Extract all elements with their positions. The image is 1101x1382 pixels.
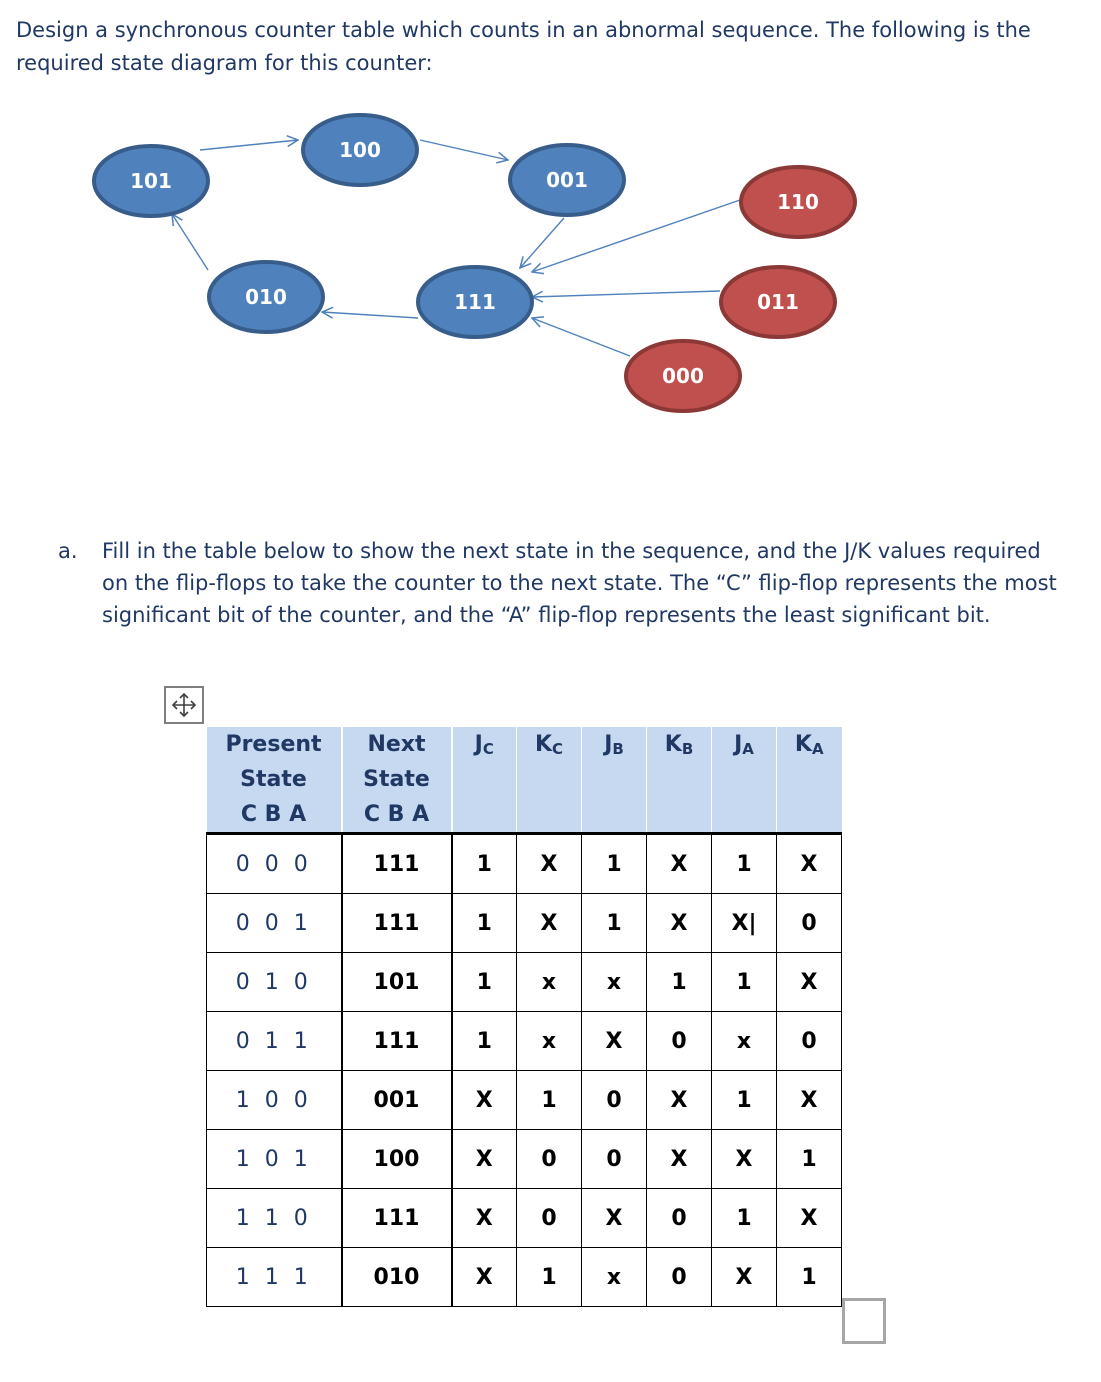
cell-ja[interactable]: X| — [712, 894, 777, 953]
intro-line-2: required state diagram for this counter: — [16, 51, 433, 75]
transition-arrow-000-to-111 — [532, 318, 630, 356]
cell-ka[interactable]: X — [777, 1189, 842, 1248]
cell-ns[interactable]: 101 — [342, 953, 452, 1012]
transition-arrow-100-to-001 — [420, 140, 508, 160]
cell-kb[interactable]: X — [647, 894, 712, 953]
cell-ka[interactable]: X — [777, 953, 842, 1012]
state-label: 000 — [662, 364, 704, 388]
cell-ja[interactable]: x — [712, 1012, 777, 1071]
cell-ns[interactable]: 001 — [342, 1071, 452, 1130]
cell-ns[interactable]: 111 — [342, 834, 452, 894]
cell-ps: 1 1 1 — [207, 1248, 342, 1307]
header-jb: JB — [582, 727, 647, 834]
question-letter: a. — [58, 539, 78, 563]
cell-ps: 1 1 0 — [207, 1189, 342, 1248]
state-label: 111 — [454, 290, 496, 314]
cell-ps: 0 1 1 — [207, 1012, 342, 1071]
table-row — [207, 1071, 842, 1130]
state-label: 100 — [339, 138, 381, 162]
question-text: Fill in the table below to show the next state in the sequence, and the J/K values required on the flip-flops to take the counter to the next state. The “C” flip-flop represents the most significant bit of the counter, and the “A” flip-flop represents the least significant bit. — [102, 539, 1057, 627]
cell-jb[interactable]: 0 — [582, 1071, 647, 1130]
cell-ns[interactable]: 111 — [342, 1189, 452, 1248]
next-state-header-3: C B A — [342, 797, 452, 834]
table-row — [207, 1189, 842, 1248]
cell-ka[interactable]: 0 — [777, 1012, 842, 1071]
state-node-000 — [626, 341, 740, 411]
state-node-101 — [94, 146, 208, 216]
cell-jc[interactable]: 1 — [452, 1012, 517, 1071]
cell-jc[interactable]: 1 — [452, 953, 517, 1012]
transition-arrow-111-to-010 — [322, 312, 418, 318]
present-state-header-3: C B A — [207, 797, 342, 834]
cell-ja[interactable]: X — [712, 1248, 777, 1307]
state-label: 001 — [546, 168, 588, 192]
cell-kb[interactable]: 0 — [647, 1012, 712, 1071]
cell-kc[interactable]: X — [517, 834, 582, 894]
checkbox-icon[interactable] — [842, 1298, 886, 1344]
cell-ps: 1 0 0 — [207, 1071, 342, 1130]
move-arrows-icon[interactable] — [164, 686, 204, 724]
state-node-010 — [209, 262, 323, 332]
cell-jb[interactable]: X — [582, 1189, 647, 1248]
state-label: 110 — [777, 190, 819, 214]
cell-jb[interactable]: 0 — [582, 1130, 647, 1189]
state-label: 011 — [757, 290, 799, 314]
cell-jb[interactable]: x — [582, 1248, 647, 1307]
state-node-011 — [721, 267, 835, 337]
present-state-header-2: State — [207, 762, 342, 797]
table-row — [207, 1130, 842, 1189]
cell-ja[interactable]: 1 — [712, 1071, 777, 1130]
next-state-header-1: Next — [342, 727, 452, 762]
cell-kb[interactable]: X — [647, 834, 712, 894]
cell-ns[interactable]: 100 — [342, 1130, 452, 1189]
state-label: 010 — [245, 285, 287, 309]
cell-jc[interactable]: 1 — [452, 894, 517, 953]
table-row — [207, 1248, 842, 1307]
cell-kb[interactable]: 1 — [647, 953, 712, 1012]
table-row — [207, 1012, 842, 1071]
present-state-header-1: Present — [207, 727, 342, 762]
header-ka: KA — [777, 727, 842, 834]
cell-ka[interactable]: 1 — [777, 1248, 842, 1307]
header-jc: JC — [452, 727, 517, 834]
cell-ka[interactable]: 1 — [777, 1130, 842, 1189]
cell-kc[interactable]: X — [517, 894, 582, 953]
cell-jc[interactable]: 1 — [452, 834, 517, 894]
cell-ps: 0 1 0 — [207, 953, 342, 1012]
transition-arrow-010-to-101 — [172, 214, 208, 270]
cell-ps: 1 0 1 — [207, 1130, 342, 1189]
cell-jb[interactable]: 1 — [582, 894, 647, 953]
table-row — [207, 894, 842, 953]
cell-kb[interactable]: 0 — [647, 1189, 712, 1248]
cell-ja[interactable]: X — [712, 1130, 777, 1189]
state-node-100 — [303, 115, 417, 185]
state-label: 101 — [130, 169, 172, 193]
cell-jc[interactable]: X — [452, 1130, 517, 1189]
cell-jc[interactable]: X — [452, 1248, 517, 1307]
state-node-111 — [418, 267, 532, 337]
transition-arrow-101-to-100 — [200, 140, 298, 150]
cell-ja[interactable]: 1 — [712, 834, 777, 894]
cell-jb[interactable]: X — [582, 1012, 647, 1071]
state-node-110 — [741, 167, 855, 237]
cell-ka[interactable]: X — [777, 1071, 842, 1130]
cell-kb[interactable]: 0 — [647, 1248, 712, 1307]
table-row — [207, 834, 842, 894]
state-node-001 — [510, 145, 624, 215]
transition-arrow-001-to-111 — [520, 218, 564, 268]
state-table — [206, 727, 842, 1307]
cell-ns[interactable]: 111 — [342, 894, 452, 953]
cell-ns[interactable]: 111 — [342, 1012, 452, 1071]
cell-kc[interactable]: x — [517, 953, 582, 1012]
state-diagram — [0, 0, 1101, 470]
cell-kb[interactable]: X — [647, 1071, 712, 1130]
cell-kc[interactable]: 1 — [517, 1071, 582, 1130]
cell-jb[interactable]: 1 — [582, 834, 647, 894]
cell-jc[interactable]: X — [452, 1071, 517, 1130]
cell-ka[interactable]: 0 — [777, 894, 842, 953]
cell-kc[interactable]: x — [517, 1012, 582, 1071]
cell-ja[interactable]: 1 — [712, 953, 777, 1012]
header-ja: JA — [712, 727, 777, 834]
cell-ka[interactable]: X — [777, 834, 842, 894]
cell-ja[interactable]: 1 — [712, 1189, 777, 1248]
transition-arrow-011-to-111 — [532, 291, 720, 297]
table-row — [207, 953, 842, 1012]
intro-line-1: Design a synchronous counter table which counts in an abnormal sequence. The following is the — [16, 18, 1031, 42]
cell-ps: 0 0 1 — [207, 894, 342, 953]
header-kc: KC — [517, 727, 582, 834]
cell-ps: 0 0 0 — [207, 834, 342, 894]
cell-kc[interactable]: 0 — [517, 1189, 582, 1248]
cell-jb[interactable]: x — [582, 953, 647, 1012]
next-state-header-2: State — [342, 762, 452, 797]
cell-ns[interactable]: 010 — [342, 1248, 452, 1307]
cell-kc[interactable]: 1 — [517, 1248, 582, 1307]
cell-kc[interactable]: 0 — [517, 1130, 582, 1189]
cell-jc[interactable]: X — [452, 1189, 517, 1248]
cell-kb[interactable]: X — [647, 1130, 712, 1189]
header-kb: KB — [647, 727, 712, 834]
